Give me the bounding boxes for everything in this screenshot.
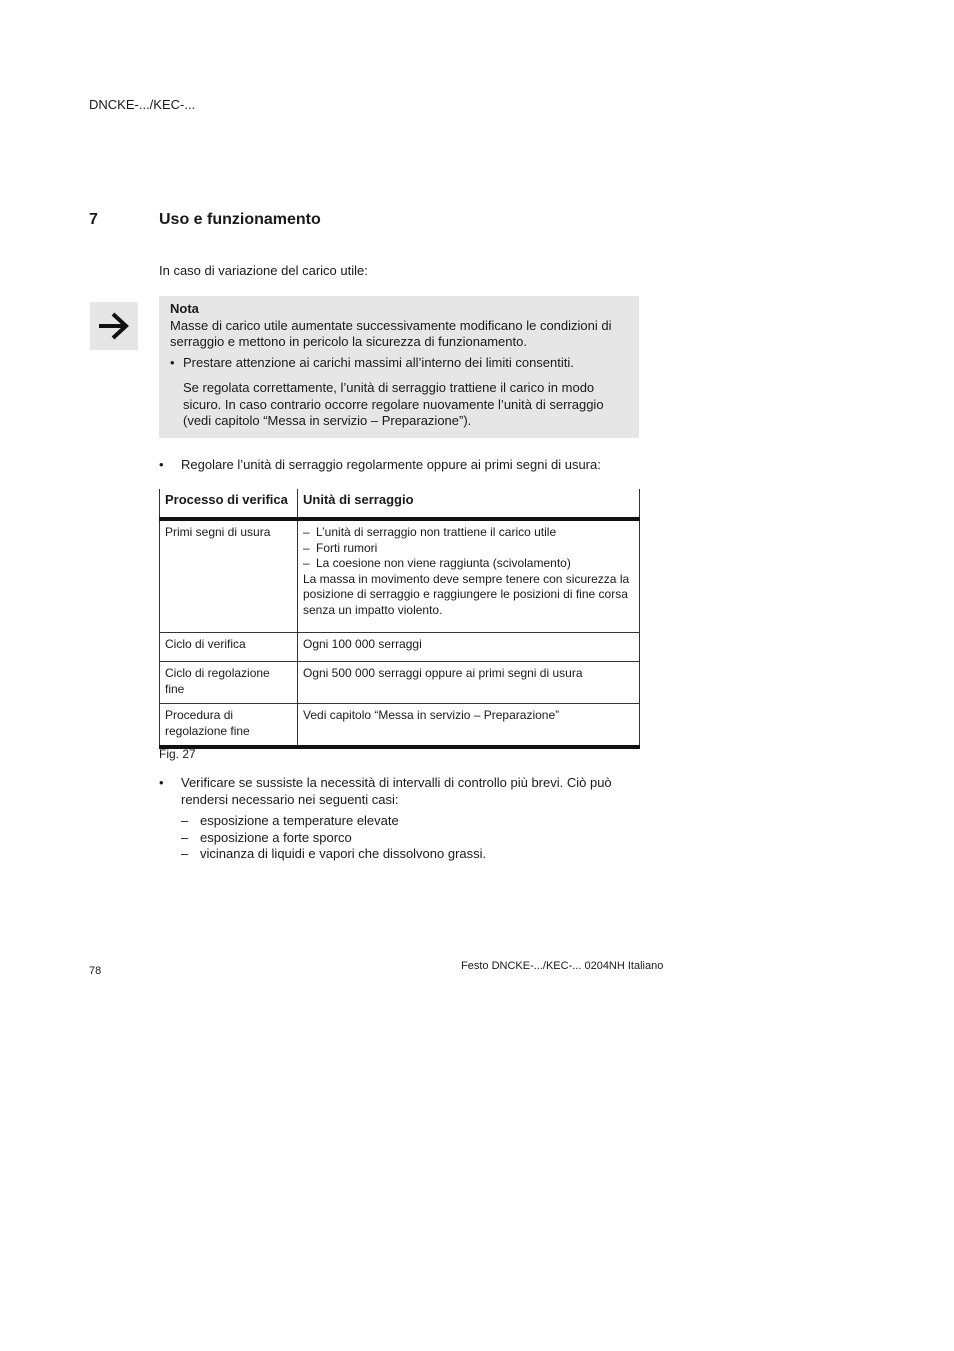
list-item (181, 830, 486, 847)
footer-doc-ref: Festo DNCKE-.../KEC-... 0204NH Italiano (461, 960, 664, 972)
note-bullet-text: Prestare attenzione ai carichi massimi all’interno dei limiti consentiti. (183, 354, 574, 370)
table-cell-label: Primi segni di usura (160, 519, 298, 633)
wear-sign-text: La coesione non viene raggiunta (scivolamento) (316, 556, 571, 570)
table-header-row (160, 489, 640, 519)
wear-sign-note: La massa in movimento deve sempre tenere con sicurezza la posizione di serraggio e raggiungere le posizioni di fine corsa senza un impatto violento. (303, 571, 630, 617)
table-cell-value: Ogni 100 000 serraggi (298, 633, 640, 662)
wear-sign-text: L’unità di serraggio non trattiene il carico utile (316, 525, 557, 539)
case-text: esposizione a forte sporco (200, 829, 352, 845)
dash-mark: – (303, 525, 310, 539)
wear-sign-text: Forti rumori (316, 540, 378, 555)
note-sub-text: Se regolata correttamente, l’unità di serraggio trattiene il carico in modo sicuro. In caso contrario occorre regolare nuovamente l’unità di serraggio (vedi capitolo “Messa in servizio – Preparazione”). (183, 380, 604, 428)
wear-sign-item (303, 556, 634, 572)
section-title: Uso e funzionamento (159, 211, 321, 228)
table-row (160, 704, 640, 748)
arrow-right-icon (96, 311, 132, 341)
note-icon-box (90, 302, 138, 350)
dash-mark: – (303, 556, 310, 570)
bullet-dot: • (159, 775, 164, 790)
table-row (160, 662, 640, 704)
wear-sign-item (303, 541, 634, 557)
list-item (181, 813, 486, 830)
list-item (181, 846, 486, 863)
case-text: esposizione a temperature elevate (200, 813, 399, 828)
note-box (159, 296, 639, 438)
dash-mark: – (181, 846, 189, 861)
table-cell-label: Ciclo di verifica (160, 633, 298, 662)
figure-caption: Fig. 27 (159, 747, 196, 761)
table-cell-value: Vedi capitolo “Messa in servizio – Preparazione” (298, 704, 640, 748)
table-cell-value: Ogni 500 000 serraggi oppure ai primi segni di usura (298, 662, 640, 704)
bullet-dot: • (159, 457, 164, 472)
case-text: vicinanza di liquidi e vapori che dissolvono grassi. (200, 846, 487, 861)
intro-text: In caso di variazione del carico utile: (159, 263, 368, 278)
note-bullet (170, 355, 627, 372)
table-cell-value (298, 519, 640, 633)
header-doc-ref: DNCKE-.../KEC-... (89, 97, 196, 112)
wear-sign-item (303, 525, 634, 541)
bullet-regolare (159, 457, 639, 474)
bullet-regolare-text: Regolare l’unità di serraggio regolarmente oppure ai primi segni di usura: (181, 457, 601, 472)
dash-mark: – (181, 829, 189, 845)
dash-mark: – (303, 540, 310, 555)
bullet-verificare-text: Verificare se sussiste la necessità di intervalli di controllo più brevi. Ciò può rendersi necessario nei seguenti casi: (181, 775, 612, 807)
bullet-verificare (159, 775, 639, 808)
cases-list (181, 813, 486, 863)
table-row (160, 519, 640, 633)
table-header-processo: Processo di verifica (160, 489, 298, 519)
table-row (160, 633, 640, 662)
page-number: 78 (89, 965, 102, 977)
table-cell-label: Procedura di regolazione fine (160, 704, 298, 748)
verification-table (159, 489, 640, 749)
dash-mark: – (181, 813, 189, 828)
note-text: Masse di carico utile aumentate successivamente modificano le condizioni di serraggio e mettono in pericolo la sicurezza di funzionamento. (170, 317, 612, 349)
section-number: 7 (89, 211, 98, 228)
note-title: Nota (170, 301, 199, 316)
table-cell-label: Ciclo di regolazione fine (160, 662, 298, 704)
table-header-unita: Unità di serraggio (298, 489, 640, 519)
bullet-dot: • (170, 354, 175, 370)
